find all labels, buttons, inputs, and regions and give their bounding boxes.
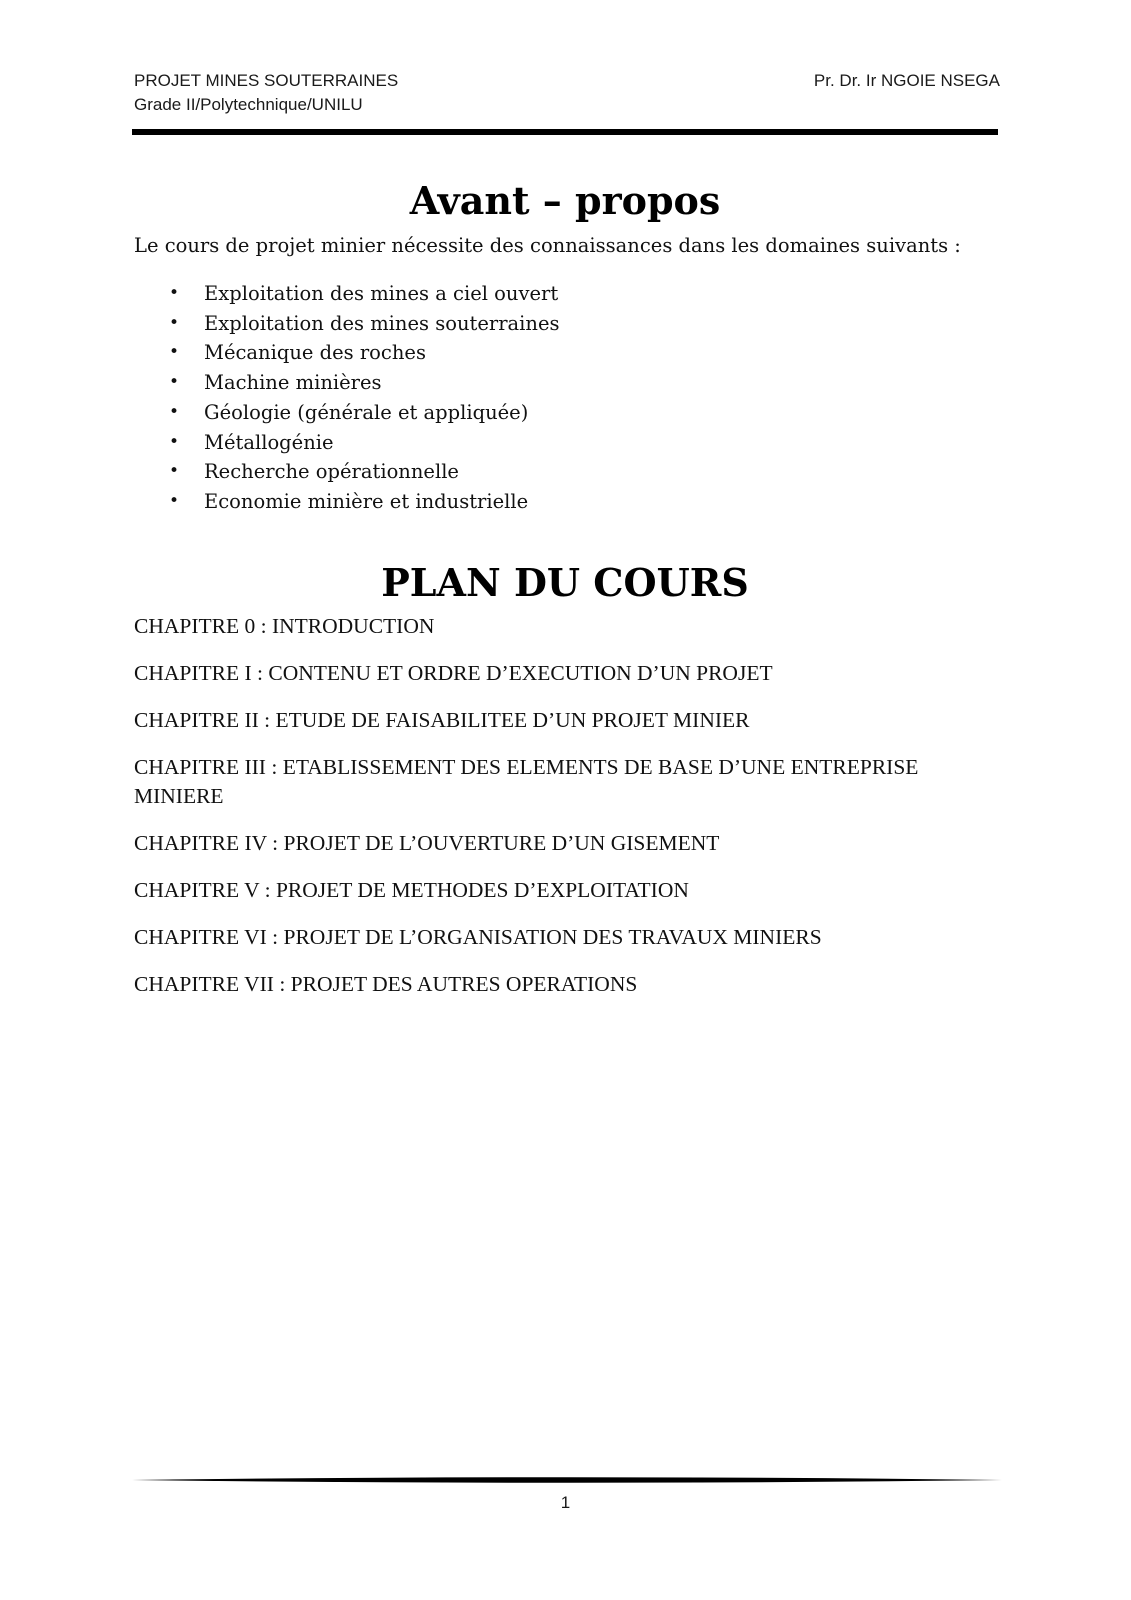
list-item-text: Machine minières [204, 371, 382, 395]
list-item [134, 309, 560, 339]
header-course-title: PROJET MINES SOUTERRAINES [134, 71, 399, 90]
header-author: Pr. Dr. Ir NGOIE NSEGA [813, 71, 1000, 90]
list-item-text: Mécanique des roches [204, 341, 426, 365]
header-course-level: Grade II/Polytechnique/UNILU [134, 95, 363, 114]
chapter-entry: CHAPITRE II : ETUDE DE FAISABILITEE D’UN PROJET MINIER [134, 708, 750, 732]
chapter-entry: CHAPITRE III : ETABLISSEMENT DES ELEMENTS DE BASE D’UNE ENTREPRISE MINIERE [134, 755, 919, 808]
chapter-entry: CHAPITRE VII : PROJET DES AUTRES OPERATIONS [134, 972, 638, 996]
list-item-text: Exploitation des mines souterraines [204, 311, 560, 335]
chapter-entry: CHAPITRE V : PROJET DE METHODES D’EXPLOITATION [134, 878, 689, 902]
bullet-icon: • [169, 490, 180, 511]
list-item [134, 428, 560, 458]
chapter-entry: CHAPITRE 0 : INTRODUCTION [134, 614, 435, 638]
prerequisites-list [134, 279, 560, 517]
bullet-icon: • [169, 283, 180, 303]
chapter-entry: CHAPITRE I : CONTENU ET ORDRE D’EXECUTION D’UN PROJET [134, 661, 773, 685]
list-item [134, 368, 560, 398]
bullet-icon: • [169, 431, 180, 452]
bullet-icon: • [169, 401, 180, 422]
chapter-entry: CHAPITRE VI : PROJET DE L’ORGANISATION DES TRAVAUX MINIERS [134, 925, 822, 949]
bullet-icon: • [169, 312, 180, 333]
list-item-text: Géologie (générale et appliquée) [204, 400, 529, 424]
page-header-left [134, 69, 398, 117]
list-item-text: Recherche opérationnelle [204, 460, 459, 484]
bullet-icon: • [169, 461, 180, 482]
foreword-intro: Le cours de projet minier nécessite des connaissances dans les domaines suivants : [134, 234, 961, 257]
list-item [134, 487, 560, 517]
header-divider [132, 129, 998, 135]
chapter-list [134, 612, 1000, 1017]
list-item [134, 279, 560, 309]
list-item-text: Economie minière et industrielle [204, 489, 529, 513]
list-item [134, 398, 560, 428]
foreword-title: Avant – propos [409, 178, 721, 223]
bullet-icon: • [169, 342, 180, 363]
list-item [134, 457, 560, 487]
list-item-text: Métallogénie [204, 430, 334, 454]
footer-divider [132, 1476, 1002, 1484]
list-item-text: Exploitation des mines a ciel ouvert [204, 282, 559, 305]
chapter-entry: CHAPITRE IV : PROJET DE L’OUVERTURE D’UN GISEMENT [134, 831, 720, 855]
bullet-icon: • [169, 372, 180, 393]
page-number: 1 [560, 1493, 571, 1512]
plan-title: PLAN DU COURS [381, 560, 749, 605]
list-item [134, 338, 560, 368]
